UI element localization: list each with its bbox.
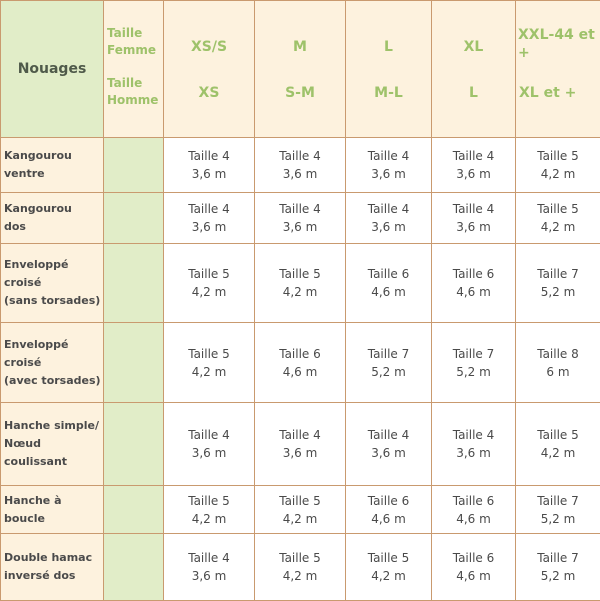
gender-gutter-cell [104,486,164,534]
wrap-length: 4,2 m [516,218,600,236]
knot-name [1,534,104,601]
table-row [1,244,600,323]
wrap-length: 4,6 m [432,567,515,585]
size-column-header [516,1,600,138]
knot-name [1,193,104,244]
wrap-length: 5,2 m [516,510,600,528]
wrap-size: Taille 7 [516,492,600,510]
wrap-size: Taille 5 [164,492,254,510]
wrap-size: Taille 5 [346,549,431,567]
wrap-length: 4,2 m [516,444,600,462]
size-cell [516,486,600,534]
wrap-size: Taille 4 [164,147,254,165]
knot-name-line: Enveloppé [4,336,103,354]
gender-gutter-cell [104,323,164,403]
size-cell [164,486,255,534]
wrap-size: Taille 4 [255,200,345,218]
size-cell [255,323,346,403]
wrap-length: 4,2 m [164,363,254,381]
men-size: M-L [346,84,431,102]
wrap-size: Taille 4 [346,147,431,165]
men-size: XS [164,84,254,102]
knot-name-line: coulissant [4,453,103,471]
wrap-length: 3,6 m [164,567,254,585]
size-column-header [164,1,255,138]
size-cell [432,244,516,323]
femme-label: Taille Femme [107,1,163,59]
homme-label: Taille Homme [107,59,163,109]
knot-name-line: (sans torsades) [4,292,103,310]
size-column-header [255,1,346,138]
wrap-size: Taille 5 [164,345,254,363]
knot-name-line: ventre [4,165,103,183]
knot-name-line: Enveloppé [4,256,103,274]
size-cell [346,486,432,534]
wrap-size: Taille 4 [255,426,345,444]
wrap-size: Taille 4 [164,549,254,567]
knot-name-line: Hanche simple/ [4,417,103,435]
knot-name [1,244,104,323]
wrap-length: 3,6 m [164,444,254,462]
size-cell [516,534,600,601]
size-column-header [346,1,432,138]
size-cell [346,193,432,244]
wrap-size: Taille 5 [516,200,600,218]
wrap-size: Taille 5 [255,265,345,283]
wrap-length: 5,2 m [346,363,431,381]
knot-name [1,403,104,486]
knot-name [1,486,104,534]
wrap-length: 3,6 m [432,444,515,462]
wrap-size: Taille 4 [432,200,515,218]
wrap-size: Taille 4 [255,147,345,165]
wrap-length: 3,6 m [346,218,431,236]
knot-name-line: dos [4,218,103,236]
wrap-length: 4,6 m [346,510,431,528]
size-cell [255,403,346,486]
size-cell [164,244,255,323]
size-cell [432,193,516,244]
table-row [1,193,600,244]
women-size: M [255,1,345,84]
wrap-size: Taille 7 [516,549,600,567]
knot-name-line: inversé dos [4,567,103,585]
wrap-length: 3,6 m [255,218,345,236]
gender-gutter-cell [104,138,164,193]
gender-gutter-cell [104,244,164,323]
wrap-length: 6 m [516,363,600,381]
wrap-length: 3,6 m [432,218,515,236]
knot-name [1,138,104,193]
men-size: XL et + [518,84,600,102]
wrap-length: 4,6 m [432,283,515,301]
wrap-size: Taille 4 [346,200,431,218]
knot-name [1,323,104,403]
knot-name-line: croisé [4,274,103,292]
size-cell [255,138,346,193]
knot-name-line: croisé [4,354,103,372]
wrap-length: 4,6 m [432,510,515,528]
wrap-length: 4,2 m [255,510,345,528]
table-row [1,323,600,403]
knot-name-line: Kangourou [4,147,103,165]
wrap-length: 4,2 m [255,567,345,585]
wrap-length: 3,6 m [164,165,254,183]
wrap-length: 4,2 m [255,283,345,301]
wrap-size: Taille 5 [255,492,345,510]
gender-gutter-cell [104,403,164,486]
size-cell [164,323,255,403]
size-cell [255,193,346,244]
size-cell [432,323,516,403]
wrap-size: Taille 7 [346,345,431,363]
header-row [1,1,600,138]
wrap-length: 3,6 m [432,165,515,183]
wrap-size: Taille 7 [432,345,515,363]
wrap-size: Taille 6 [255,345,345,363]
size-cell [516,403,600,486]
wrap-length: 4,2 m [516,165,600,183]
size-cell [516,244,600,323]
wrap-length: 4,2 m [164,283,254,301]
wrap-length: 5,2 m [516,283,600,301]
knot-name-line: Nœud [4,435,103,453]
women-size: XS/S [164,1,254,84]
size-cell [432,534,516,601]
gender-labels [104,1,164,138]
size-cell [432,486,516,534]
knot-name-line: (avec torsades) [4,372,103,390]
size-column-header [432,1,516,138]
table-row [1,486,600,534]
gender-gutter-cell [104,193,164,244]
table-row [1,403,600,486]
table-row [1,138,600,193]
wrap-size: Taille 6 [346,265,431,283]
wrap-length: 3,6 m [346,444,431,462]
size-cell [164,534,255,601]
wrap-length: 4,2 m [346,567,431,585]
wrap-size: Taille 7 [516,265,600,283]
size-cell [164,403,255,486]
wrap-length: 4,6 m [346,283,431,301]
size-cell [164,138,255,193]
size-cell [346,534,432,601]
size-cell [432,403,516,486]
wrap-size: Taille 4 [164,426,254,444]
size-cell [164,193,255,244]
wrap-size: Taille 4 [432,147,515,165]
knot-name-line: Kangourou [4,200,103,218]
wrap-size: Taille 4 [346,426,431,444]
wrap-size: Taille 5 [164,265,254,283]
size-cell [255,534,346,601]
knot-name-line: boucle [4,510,103,528]
size-cell [516,193,600,244]
size-cell [346,323,432,403]
size-cell [432,138,516,193]
wrap-length: 3,6 m [255,444,345,462]
size-cell [255,244,346,323]
table-row [1,534,600,601]
wrap-size: Taille 4 [432,426,515,444]
wrap-length: 4,2 m [164,510,254,528]
corner-label: Nouages [1,1,104,138]
size-cell [346,138,432,193]
wrap-size: Taille 5 [516,426,600,444]
wrap-size: Taille 6 [432,549,515,567]
knot-name-line: Hanche à [4,492,103,510]
knot-name-line: Double hamac [4,549,103,567]
wrap-size: Taille 6 [432,492,515,510]
men-size: L [432,84,515,102]
wrap-size: Taille 8 [516,345,600,363]
women-size: L [346,1,431,84]
women-size: XXL-44 et + [518,1,600,84]
wrap-size: Taille 6 [346,492,431,510]
size-cell [255,486,346,534]
wrap-size: Taille 5 [516,147,600,165]
wrap-length: 3,6 m [346,165,431,183]
wrap-length: 4,6 m [255,363,345,381]
wrap-length: 5,2 m [432,363,515,381]
wrap-length: 3,6 m [255,165,345,183]
gender-gutter-cell [104,534,164,601]
wrap-length: 3,6 m [164,218,254,236]
wrap-size: Taille 5 [255,549,345,567]
size-cell [346,403,432,486]
wrap-size: Taille 6 [432,265,515,283]
wrap-size: Taille 4 [164,200,254,218]
size-cell [516,138,600,193]
size-cell [346,244,432,323]
size-cell [516,323,600,403]
wrap-length: 5,2 m [516,567,600,585]
women-size: XL [432,1,515,84]
men-size: S-M [255,84,345,102]
